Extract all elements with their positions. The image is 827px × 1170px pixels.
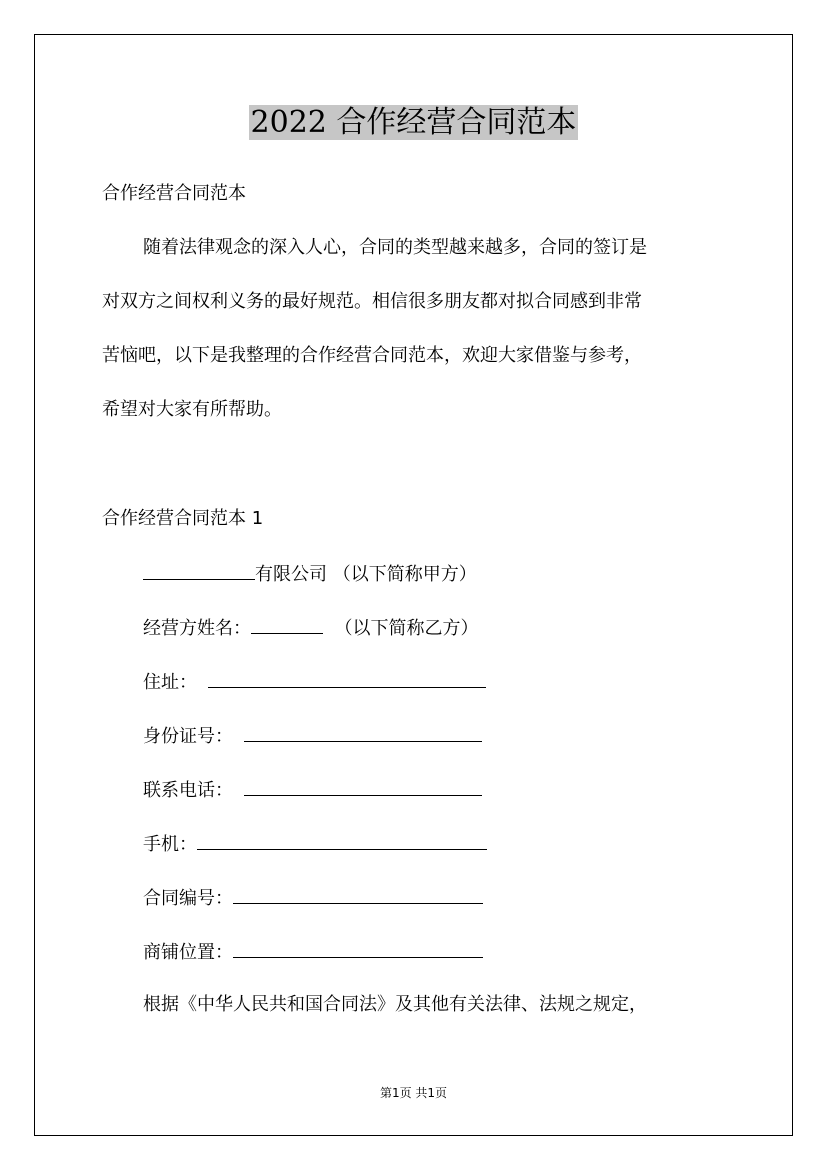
mobile-label: 手机： xyxy=(143,834,197,855)
contract-number-label: 合同编号： xyxy=(143,888,233,909)
phone-row xyxy=(143,777,482,803)
closing-line: 根据《中华人民共和国合同法》及其他有关法律、法规之规定， xyxy=(143,994,647,1015)
operator-name-suffix: （以下简称乙方） xyxy=(334,618,479,639)
operator-name-label: 经营方姓名： xyxy=(143,618,251,639)
operator-name-blank[interactable] xyxy=(251,615,323,634)
document-title-text: 2022 合作经营合同范本 xyxy=(250,105,577,140)
id-number-blank[interactable] xyxy=(244,723,482,742)
contract-number-row xyxy=(143,885,483,911)
mobile-row xyxy=(143,831,487,857)
address-blank[interactable] xyxy=(208,669,486,688)
shop-location-label: 商铺位置： xyxy=(143,942,233,963)
intro-line-4: 希望对大家有所帮助。 xyxy=(102,399,282,420)
party-a-suffix: 有限公司 （以下简称甲方） xyxy=(255,564,477,585)
contract-number-blank[interactable] xyxy=(233,885,483,904)
id-number-label: 身份证号： xyxy=(143,726,233,747)
operator-name-row xyxy=(143,615,478,641)
mobile-blank[interactable] xyxy=(197,831,487,850)
shop-location-row xyxy=(143,939,483,965)
document-title xyxy=(0,103,827,143)
shop-location-blank[interactable] xyxy=(233,939,483,958)
party-a-row xyxy=(143,561,477,587)
section-heading: 合作经营合同范本 1 xyxy=(102,508,264,529)
intro-line-2: 对双方之间权利义务的最好规范。相信很多朋友都对拟合同感到非常 xyxy=(102,291,642,312)
page-footer: 第1页 共1页 xyxy=(379,1086,448,1100)
address-label: 住址： xyxy=(143,672,197,693)
address-row xyxy=(143,669,486,695)
phone-blank[interactable] xyxy=(244,777,482,796)
intro-line-1: 随着法律观念的深入人心，合同的类型越来越多，合同的签订是 xyxy=(143,237,647,258)
id-number-row xyxy=(143,723,482,749)
document-heading: 合作经营合同范本 xyxy=(102,183,246,204)
phone-label: 联系电话： xyxy=(143,780,233,801)
intro-line-3: 苦恼吧，以下是我整理的合作经营合同范本，欢迎大家借鉴与参考， xyxy=(102,345,642,366)
party-a-blank[interactable] xyxy=(143,561,255,580)
